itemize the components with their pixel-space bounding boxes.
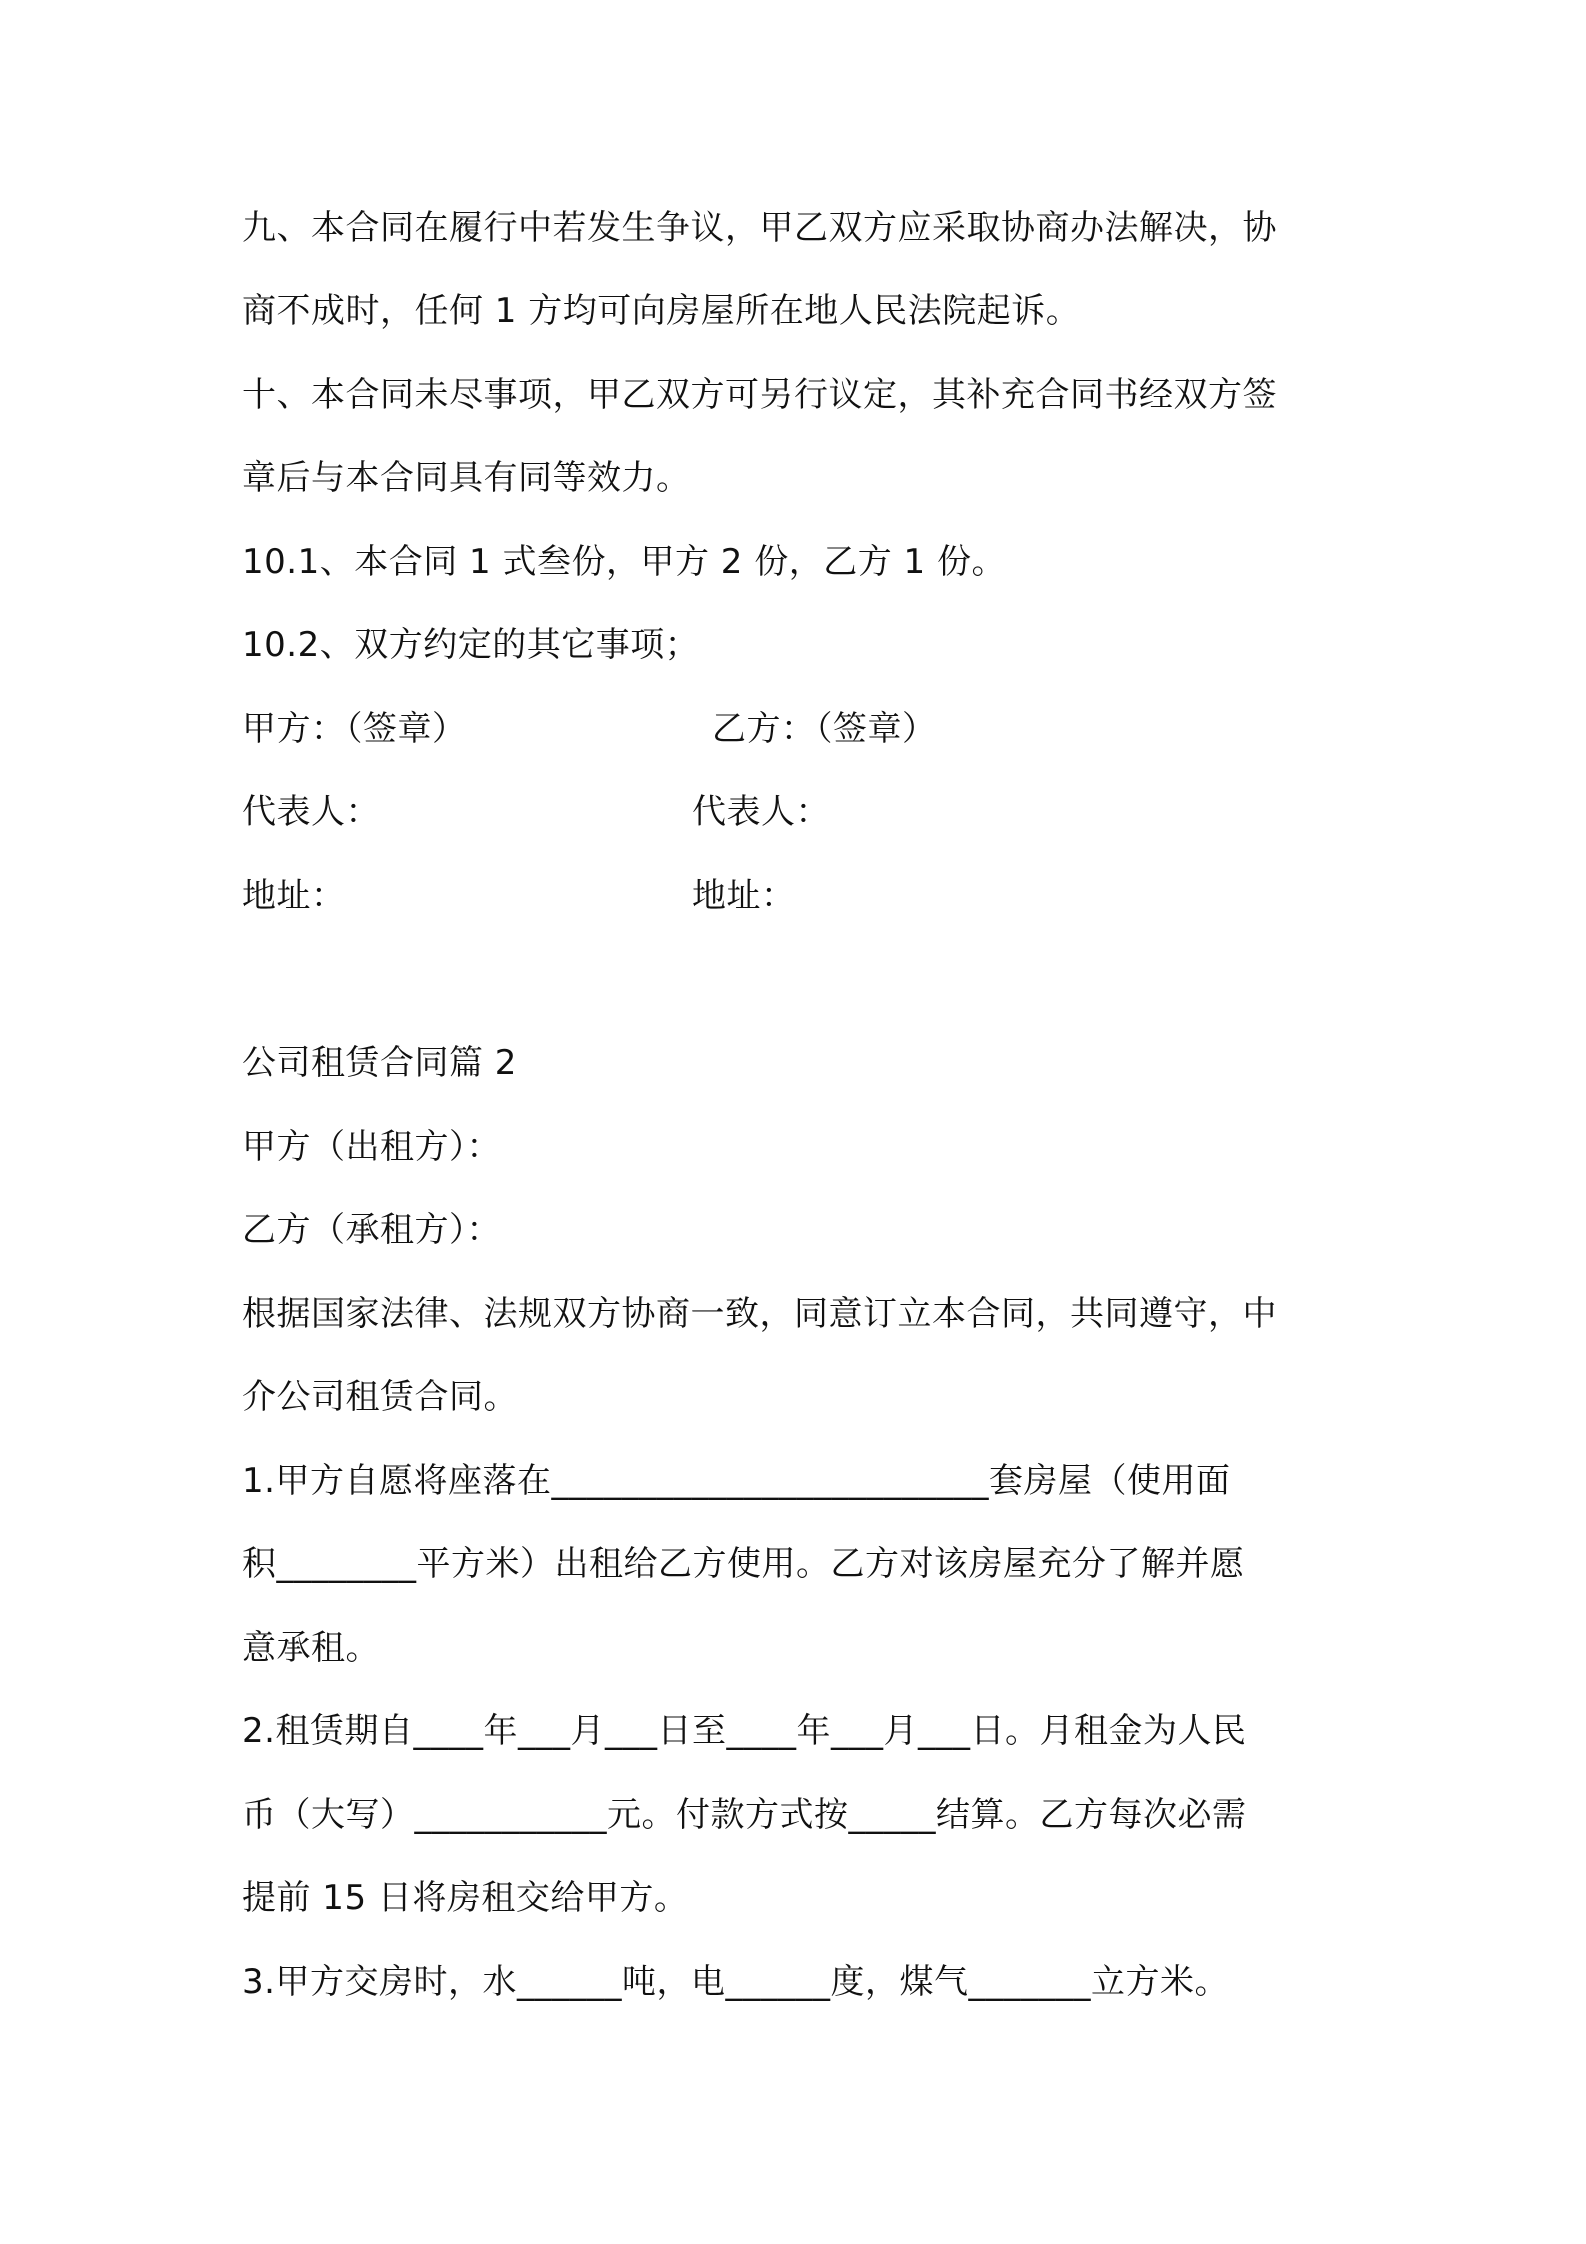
contract2-item1-line2: 积________平方米）出租给乙方使用。乙方对该房屋充分了解并愿 <box>242 1544 1245 1584</box>
party-a-address-label: 地址： <box>242 876 346 916</box>
contract2-lessor-label: 甲方（出租方）： <box>242 1127 501 1167</box>
party-b-address-label: 地址： <box>692 876 796 916</box>
contract2-intro-line1: 根据国家法律、法规双方协商一致，同意订立本合同，共同遵守，中 <box>242 1294 1277 1334</box>
contract2-lessee-label: 乙方（承租方）： <box>242 1210 501 1250</box>
party-a-signature-label: 甲方：（签章） <box>242 709 467 749</box>
contract2-item1-line3: 意承租。 <box>242 1628 380 1668</box>
contract2-item2-line3: 提前 15 日将房租交给甲方。 <box>242 1878 689 1918</box>
contract2-item3-line1: 3.甲方交房时，水______吨，电______度，煤气_______立方米。 <box>242 1962 1229 2002</box>
party-b-representative-label: 代表人： <box>692 792 830 832</box>
contract2-intro-line2: 介公司租赁合同。 <box>242 1377 518 1417</box>
section10-line1: 十、本合同未尽事项，甲乙双方可另行议定，其补充合同书经双方签 <box>242 375 1277 415</box>
party-b-signature-label: 乙方：（签章） <box>712 709 937 749</box>
clause-10-2: 10.2、双方约定的其它事项； <box>242 625 700 665</box>
section10-line2: 章后与本合同具有同等效力。 <box>242 458 691 498</box>
section9-line2: 商不成时，任何 1 方均可向房屋所在地人民法院起诉。 <box>242 291 1081 331</box>
contract2-title: 公司租赁合同篇 2 <box>242 1043 517 1083</box>
party-a-representative-label: 代表人： <box>242 792 380 832</box>
contract2-item2-line2: 币（大写）___________元。付款方式按_____结算。乙方每次必需 <box>242 1795 1247 1835</box>
contract2-item1-line1: 1.甲方自愿将座落在_________________________套房屋（使用面 <box>242 1461 1231 1501</box>
section9-line1: 九、本合同在履行中若发生争议，甲乙双方应采取协商办法解决，协 <box>242 208 1277 248</box>
contract2-item2-line1: 2.租赁期自____年___月___日至____年___月___日。月租金为人民 <box>242 1711 1247 1751</box>
clause-10-1: 10.1、本合同 1 式叁份，甲方 2 份，乙方 1 份。 <box>242 542 1006 582</box>
